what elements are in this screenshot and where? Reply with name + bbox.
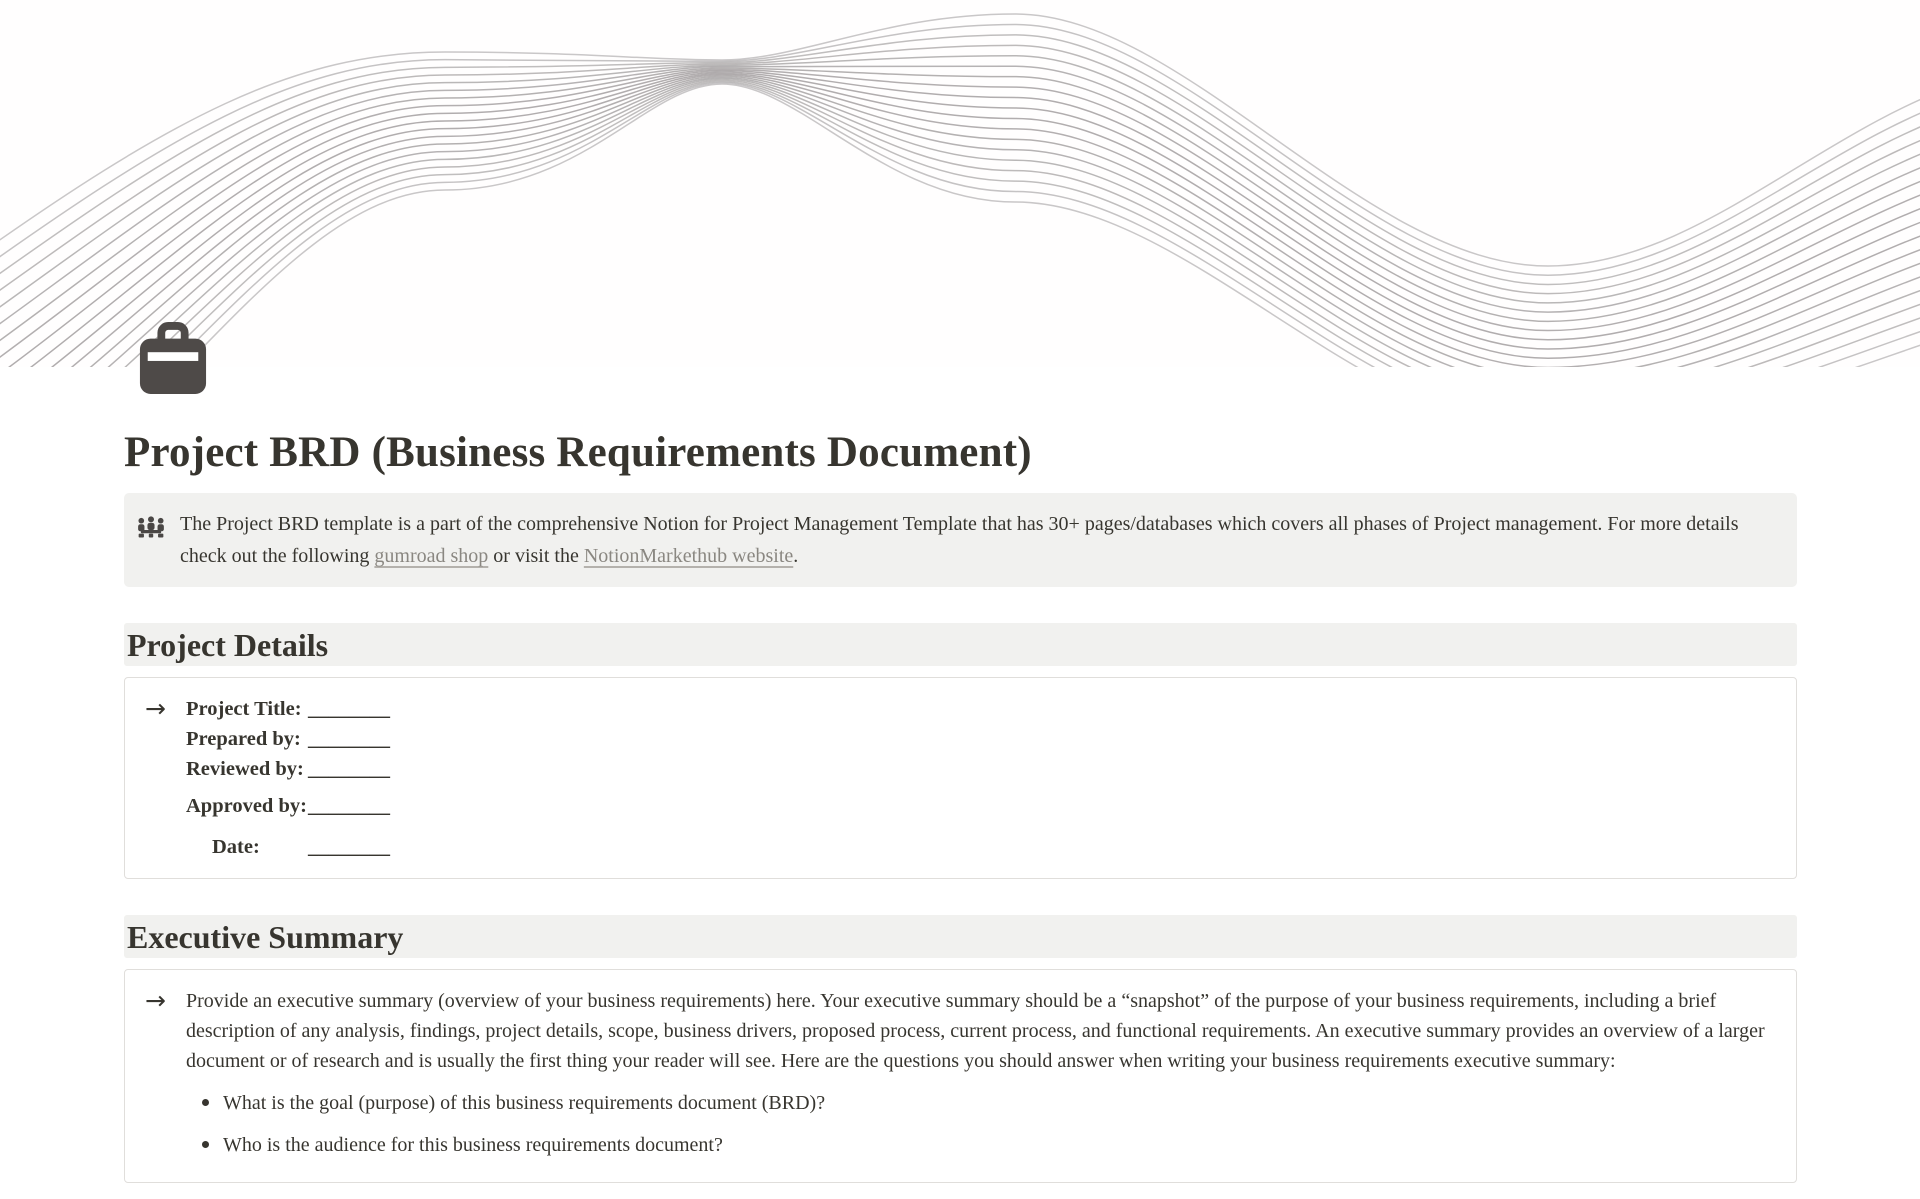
bullet-dot	[202, 1099, 209, 1106]
project-details-fields	[186, 694, 390, 862]
wave-lines-graphic	[0, 0, 1920, 367]
briefcase-icon[interactable]	[138, 322, 208, 396]
notionmarkethub-website-link[interactable]: NotionMarkethub website	[583, 545, 794, 567]
bullet-dot	[202, 1141, 209, 1148]
detail-row-prepared-by: Prepared by: ________	[186, 728, 390, 750]
blank-line: ________	[308, 728, 390, 750]
people-meeting-icon	[136, 513, 166, 539]
page-cover	[0, 0, 1920, 367]
blank-line: ________	[308, 795, 390, 817]
detail-row-approved-by: Approved by:________	[186, 795, 390, 817]
heading-executive-summary: Executive Summary	[124, 915, 1797, 958]
executive-summary-box	[124, 969, 1797, 1183]
detail-row-reviewed-by: Reviewed by: ________	[186, 758, 390, 780]
executive-summary-content	[186, 986, 1770, 1160]
bullet-item	[186, 1130, 1770, 1160]
executive-summary-questions	[186, 1088, 1770, 1160]
project-details-box	[124, 677, 1797, 879]
callout-text	[180, 508, 1777, 572]
bullet-text: Who is the audience for this business requirements document?	[223, 1134, 723, 1156]
toggle-arrow-icon[interactable]: →	[145, 694, 166, 723]
callout	[124, 493, 1797, 587]
callout-text-part2: or visit the	[488, 545, 584, 567]
detail-row-project-title: Project Title: ________	[186, 698, 390, 720]
page-title: Project BRD (Business Requirements Document)	[124, 429, 1032, 476]
bullet-item	[186, 1088, 1770, 1118]
toggle-arrow-icon[interactable]: →	[145, 986, 166, 1015]
callout-text-part1: The Project BRD template is a part of the comprehensive Notion for Project Management Template that has 30+ pages/databases which covers all phases of Project management. For more details check out the following	[180, 513, 1739, 567]
blank-line: ________	[308, 698, 390, 720]
bullet-text: What is the goal (purpose) of this business requirements document (BRD)?	[223, 1092, 826, 1114]
blank-line: ________	[308, 758, 390, 780]
gumroad-shop-link[interactable]: gumroad shop	[374, 545, 489, 567]
page-content	[124, 367, 1797, 1183]
heading-project-details: Project Details	[124, 623, 1797, 666]
blank-line: ________	[308, 836, 390, 858]
detail-row-date: Date: ________	[212, 836, 390, 858]
executive-summary-paragraph: Provide an executive summary (overview of your business requirements) here. Your executive summary should be a “snapshot” of the purpose of your business requirements, including a brief description of any analysis, findings, project details, scope, business drivers, proposed process, current process, and functional requirements. An executive summary provides an overview of a larger document or of research and is usually the first thing your reader will see. Here are the questions you should answer when writing your business requirements executive summary:	[186, 990, 1765, 1072]
callout-text-part3: .	[793, 545, 799, 567]
